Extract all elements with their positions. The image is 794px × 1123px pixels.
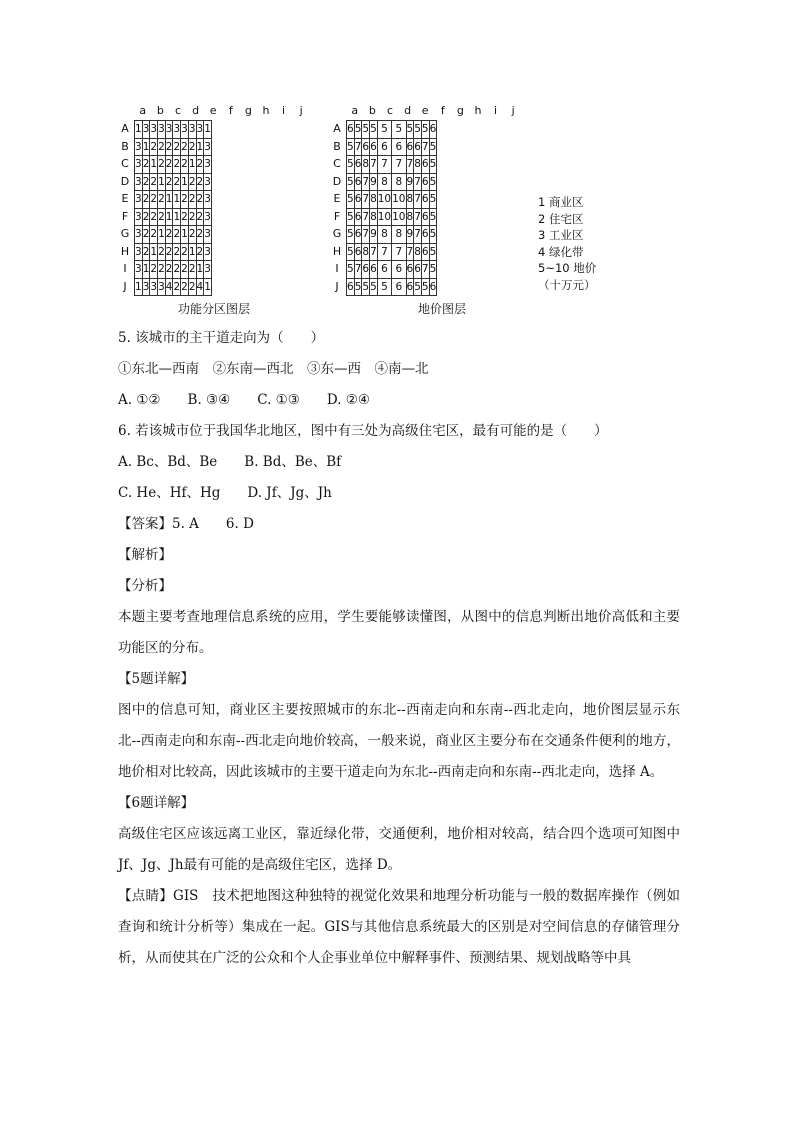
grid-cell: 6 [377, 261, 391, 279]
grid-cell: 6 [414, 138, 422, 156]
grid-cell: 7 [392, 243, 406, 261]
row-header: B [333, 139, 341, 153]
grid-cell: 3 [204, 243, 212, 261]
grid-cell: 2 [158, 156, 166, 174]
grid-cell: 6 [354, 208, 362, 226]
grid-cell: 8 [370, 208, 378, 226]
grid-cell: 6 [347, 121, 355, 139]
grid-cell: 1 [188, 156, 196, 174]
grid-cell: 7 [370, 156, 378, 174]
legend-item: 4 绿化带 [538, 244, 584, 259]
grid-cell: 7 [414, 173, 422, 191]
gis-figure [118, 104, 598, 318]
column-header: a [139, 104, 147, 117]
grid-cell: 1 [173, 191, 181, 209]
grid-cell: 6 [429, 278, 437, 296]
grid-cell: 2 [165, 261, 173, 279]
column-headers [346, 104, 522, 117]
grid-cell: 5 [429, 226, 437, 244]
function-zone-grid [134, 120, 212, 296]
row-header: H [120, 244, 130, 258]
grid-cell: 4 [196, 278, 204, 296]
grid-cell: 2 [150, 173, 158, 191]
question-5: 5. 该城市的主干道走向为（ ） [118, 330, 325, 346]
caption-land-price: 地价图层 [418, 302, 467, 316]
grid-row [347, 208, 437, 226]
column-headers [134, 104, 310, 117]
row-header: B [121, 139, 129, 153]
grid-cell: 1 [181, 173, 189, 191]
grid-cell: 6 [347, 278, 355, 296]
row-header: A [121, 122, 129, 135]
grid-cell: 8 [406, 208, 414, 226]
caption-function-zone: 功能分区图层 [178, 302, 251, 316]
legend-item: 3 工业区 [538, 228, 584, 242]
grid-cell: 1 [158, 173, 166, 191]
key-point-text: 【点睛】GIS 技术把地图这种独特的视觉化效果和地理分析功能与一般的数据库操作（例如查询和统计分析等）集成在一起。GIS与其他信息系统最大的区别是对空间信息的存储管理分析，从而使其在广泛的公众和个人企事业单位中解释事件、预测结果、规划战略等中具 [118, 888, 680, 966]
grid-cell: 2 [150, 261, 158, 279]
row-header: G [332, 227, 342, 240]
grid-cell: 5 [429, 208, 437, 226]
grid-cell: 3 [142, 278, 150, 296]
grid-cell: 10 [377, 208, 391, 226]
analysis-title: 【解析】 [118, 547, 172, 563]
grid-cell: 2 [165, 226, 173, 244]
grid-cell: 3 [142, 121, 150, 139]
grid-cell: 2 [142, 208, 150, 226]
grid-cell: 2 [158, 208, 166, 226]
grid-cell: 8 [406, 191, 414, 209]
column-header: a [351, 104, 359, 117]
grid-cell: 3 [204, 138, 212, 156]
grid-cell: 7 [362, 226, 370, 244]
column-header: j [511, 104, 515, 117]
grid-cell: 7 [421, 138, 429, 156]
grid-cell: 1 [135, 278, 143, 296]
grid-cell: 5 [377, 121, 391, 139]
grid-cell: 5 [347, 191, 355, 209]
grid-cell: 2 [173, 156, 181, 174]
row-header: H [332, 244, 342, 258]
grid-cell: 2 [173, 243, 181, 261]
grid-row [135, 138, 212, 156]
grid-cell: 9 [370, 173, 378, 191]
legend-item: （十万元） [538, 277, 596, 292]
grid-cell: 5 [429, 156, 437, 174]
row-header: A [333, 122, 341, 135]
row-header: E [121, 192, 129, 205]
grid-cell: 1 [196, 261, 204, 279]
grid-cell: 2 [181, 138, 189, 156]
grid-cell: 5 [406, 121, 414, 139]
grid-cell: 3 [204, 173, 212, 191]
grid-row [347, 121, 437, 139]
grid-cell: 8 [370, 191, 378, 209]
grid-cell: 1 [150, 243, 158, 261]
grid-cell: 7 [414, 191, 422, 209]
grid-cell: 8 [362, 156, 370, 174]
column-header: j [299, 104, 303, 117]
grid-cell: 5 [347, 261, 355, 279]
grid-cell: 1 [204, 121, 212, 139]
grid-cell: 5 [421, 121, 429, 139]
grid-cell: 2 [196, 208, 204, 226]
grid-cell: 2 [181, 243, 189, 261]
grid-cell: 5 [429, 243, 437, 261]
grid-cell: 3 [158, 278, 166, 296]
grid-cell: 6 [421, 208, 429, 226]
grid-cell: 6 [392, 261, 406, 279]
column-header: d [404, 104, 412, 117]
grid-cell: 8 [392, 226, 406, 244]
column-header: e [209, 104, 217, 117]
grid-cell: 2 [188, 208, 196, 226]
grid-cell: 7 [414, 226, 422, 244]
question-6-choices-cd: C. He、Hf、Hg D. Jf、Jg、Jh [118, 485, 332, 501]
question-5-options: ①东北—西南 ②东南—西北 ③东—西 ④南—北 [118, 361, 429, 377]
legend [538, 194, 596, 293]
grid-cell: 2 [142, 156, 150, 174]
grid-row [347, 278, 437, 296]
grid-cell: 6 [354, 191, 362, 209]
grid-cell: 8 [377, 173, 391, 191]
row-header: J [335, 279, 339, 293]
grid-cell: 3 [135, 191, 143, 209]
grid-cell: 2 [158, 243, 166, 261]
grid-cell: 3 [135, 261, 143, 279]
question-block [118, 323, 680, 974]
grid-cell: 5 [347, 138, 355, 156]
grid-cell: 2 [165, 156, 173, 174]
grid-cell: 3 [196, 121, 204, 139]
q6-detail-title: 【6题详解】 [118, 795, 195, 811]
column-header: h [262, 104, 270, 117]
grid-cell: 3 [165, 121, 173, 139]
grid-cell: 1 [204, 278, 212, 296]
grid-cell: 7 [392, 156, 406, 174]
row-headers [118, 120, 132, 295]
grid-cell: 2 [150, 208, 158, 226]
grid-cell: 3 [158, 121, 166, 139]
grid-cell: 3 [150, 121, 158, 139]
grid-cell: 6 [377, 138, 391, 156]
grid-cell: 1 [165, 208, 173, 226]
land-price-grid [346, 120, 437, 296]
grid-cell: 5 [354, 278, 362, 296]
legend-item: 5~10 地价 [538, 261, 597, 275]
grid-cell: 5 [429, 191, 437, 209]
grid-cell: 5 [421, 278, 429, 296]
grid-row [135, 121, 212, 139]
grid-row [135, 226, 212, 244]
grid-cell: 1 [142, 138, 150, 156]
grid-cell: 5 [347, 208, 355, 226]
grid-cell: 3 [135, 156, 143, 174]
grid-cell: 3 [135, 138, 143, 156]
grid-cell: 2 [165, 173, 173, 191]
grid-cell: 3 [188, 121, 196, 139]
analysis-sub-title: 【分析】 [118, 578, 172, 594]
row-header: F [333, 209, 341, 223]
question-5-choices: A. ①② B. ③④ C. ①③ D. ②④ [118, 392, 371, 408]
grid-cell: 2 [181, 208, 189, 226]
grid-row [135, 243, 212, 261]
column-header: f [440, 104, 445, 117]
grid-cell: 1 [158, 226, 166, 244]
grid-cell: 7 [414, 208, 422, 226]
row-header: E [333, 192, 341, 205]
row-header: C [121, 157, 129, 170]
grid-cell: 1 [188, 243, 196, 261]
grid-cell: 1 [142, 261, 150, 279]
grid-cell: 7 [421, 261, 429, 279]
grid-row [135, 278, 212, 296]
grid-cell: 5 [362, 121, 370, 139]
grid-cell: 2 [150, 138, 158, 156]
grid-cell: 2 [188, 173, 196, 191]
grid-cell: 5 [414, 278, 422, 296]
grid-cell: 2 [158, 261, 166, 279]
grid-cell: 3 [204, 208, 212, 226]
grid-cell: 8 [377, 226, 391, 244]
column-header: e [421, 104, 429, 117]
grid-cell: 3 [173, 121, 181, 139]
row-header: D [120, 174, 130, 188]
legend-item: 2 住宅区 [538, 211, 584, 226]
grid-cell: 6 [362, 138, 370, 156]
grid-cell: 3 [204, 226, 212, 244]
grid-cell: 3 [204, 191, 212, 209]
grid-cell: 5 [429, 173, 437, 191]
grid-cell: 6 [392, 138, 406, 156]
grid-cell: 4 [165, 278, 173, 296]
column-header: d [192, 104, 200, 117]
grid-cell: 8 [414, 243, 422, 261]
grid-row [347, 226, 437, 244]
grid-cell: 6 [429, 121, 437, 139]
grid-cell: 3 [135, 173, 143, 191]
grid-row [347, 156, 437, 174]
grid-cell: 6 [406, 261, 414, 279]
grid-cell: 5 [354, 121, 362, 139]
question-6-choices-ab: A. Bc、Bd、Be B. Bd、Be、Bf [118, 454, 342, 470]
grid-cell: 6 [362, 261, 370, 279]
grid-row [347, 191, 437, 209]
grid-cell: 5 [362, 278, 370, 296]
column-header: c [386, 104, 394, 117]
grid-cell: 5 [429, 138, 437, 156]
grid-cell: 1 [165, 191, 173, 209]
grid-cell: 2 [188, 191, 196, 209]
q5-detail-text: 图中的信息可知，商业区主要按照城市的东北--西南走向和东南--西北走向，地价图层显示东北--西南走向和东南--西北走向地价较高，一般来说，商业区主要分布在交通条件便利的地方，地价相对比较高，因此该城市的主要干道走向为东北--西南走向和东南--西北走向，选择 A。 [118, 702, 680, 780]
row-header: D [332, 174, 342, 188]
grid-cell: 2 [181, 278, 189, 296]
column-header: b [156, 104, 164, 117]
grid-cell: 2 [173, 226, 181, 244]
grid-cell: 3 [150, 278, 158, 296]
grid-cell: 2 [188, 261, 196, 279]
grid-cell: 7 [406, 243, 414, 261]
analysis-text: 本题主要考查地理信息系统的应用，学生要能够读懂图，从图中的信息判断出地价高低和主要功能区的分布。 [118, 609, 680, 656]
grid-cell: 2 [142, 226, 150, 244]
column-header: i [494, 104, 498, 117]
grid-cell: 10 [392, 208, 406, 226]
grid-cell: 5 [347, 156, 355, 174]
column-header: c [174, 104, 182, 117]
grid-cell: 6 [421, 243, 429, 261]
grid-cell: 6 [406, 278, 414, 296]
row-header: F [121, 209, 129, 223]
grid-cell: 1 [196, 138, 204, 156]
grid-cell: 1 [150, 156, 158, 174]
grid-row [347, 243, 437, 261]
grid-cell: 5 [429, 261, 437, 279]
grid-cell: 6 [421, 156, 429, 174]
grid-cell: 6 [354, 226, 362, 244]
grid-row [135, 173, 212, 191]
grid-cell: 8 [362, 243, 370, 261]
grid-cell: 6 [354, 243, 362, 261]
row-header: I [123, 262, 127, 275]
q5-detail-title: 【5题详解】 [118, 671, 195, 687]
grid-cell: 7 [362, 208, 370, 226]
grid-cell: 6 [421, 191, 429, 209]
grid-cell: 3 [135, 243, 143, 261]
grid-cell: 1 [173, 208, 181, 226]
grid-cell: 5 [347, 243, 355, 261]
question-6: 6. 若该城市位于我国华北地区，图中有三处为高级住宅区，最有可能的是（ ） [118, 423, 608, 439]
grid-cell: 8 [414, 156, 422, 174]
grid-row [347, 138, 437, 156]
grid-cell: 6 [370, 261, 378, 279]
grid-cell: 2 [173, 261, 181, 279]
row-headers [330, 120, 344, 295]
column-header: g [244, 104, 252, 117]
grid-cell: 7 [377, 243, 391, 261]
grid-cell: 2 [173, 173, 181, 191]
grid-cell: 3 [204, 156, 212, 174]
grid-cell: 7 [362, 191, 370, 209]
grid-cell: 9 [406, 226, 414, 244]
grid-cell: 2 [181, 191, 189, 209]
grid-row [135, 208, 212, 226]
grid-cell: 2 [173, 278, 181, 296]
row-header: G [120, 227, 130, 240]
grid-cell: 2 [196, 226, 204, 244]
grid-cell: 5 [377, 278, 391, 296]
grid-cell: 5 [392, 121, 406, 139]
row-header: I [335, 262, 339, 275]
grid-cell: 3 [135, 208, 143, 226]
grid-cell: 3 [135, 226, 143, 244]
column-header: f [228, 104, 233, 117]
grid-cell: 7 [377, 156, 391, 174]
grid-cell: 6 [370, 138, 378, 156]
grid-cell: 5 [347, 173, 355, 191]
grid-cell: 2 [181, 156, 189, 174]
row-header: C [333, 157, 341, 170]
grid-cell: 2 [181, 261, 189, 279]
grid-row [135, 261, 212, 279]
grid-cell: 6 [392, 278, 406, 296]
grid-cell: 2 [196, 191, 204, 209]
grid-cell: 10 [392, 191, 406, 209]
grid-cell: 7 [354, 261, 362, 279]
column-header: b [368, 104, 376, 117]
grid-cell: 3 [181, 121, 189, 139]
grid-cell: 2 [188, 138, 196, 156]
grid-cell: 2 [142, 191, 150, 209]
grid-cell: 2 [188, 226, 196, 244]
grid-cell: 8 [392, 173, 406, 191]
grid-cell: 2 [188, 278, 196, 296]
grid-cell: 6 [354, 173, 362, 191]
column-header: i [282, 104, 286, 117]
grid-cell: 5 [370, 121, 378, 139]
grid-cell: 2 [158, 138, 166, 156]
grid-cell: 2 [196, 156, 204, 174]
grid-cell: 10 [377, 191, 391, 209]
grid-cell: 3 [204, 261, 212, 279]
grid-row [135, 191, 212, 209]
grid-row [135, 156, 212, 174]
grid-cell: 6 [414, 261, 422, 279]
grid-cell: 6 [354, 156, 362, 174]
grid-row [347, 173, 437, 191]
column-header: g [456, 104, 464, 117]
grid-cell: 6 [406, 138, 414, 156]
grid-cell: 9 [370, 226, 378, 244]
grid-cell: 1 [181, 226, 189, 244]
grid-cell: 7 [406, 156, 414, 174]
answer: 【答案】5. A 6. D [118, 516, 254, 532]
grid-cell: 5 [414, 121, 422, 139]
grid-cell: 2 [142, 243, 150, 261]
q6-detail-text: 高级住宅区应该远离工业区，靠近绿化带，交通便利，地价相对较高，结合四个选项可知图中 Jf、Jg、Jh最有可能的是高级住宅区，选择 D。 [118, 826, 680, 873]
grid-cell: 2 [165, 138, 173, 156]
grid-row [347, 261, 437, 279]
grid-cell: 2 [158, 191, 166, 209]
grid-cell: 7 [354, 138, 362, 156]
grid-cell: 6 [421, 226, 429, 244]
grid-cell: 1 [135, 121, 143, 139]
grid-cell: 2 [142, 173, 150, 191]
grid-cell: 7 [362, 173, 370, 191]
grid-cell: 5 [370, 278, 378, 296]
grid-cell: 9 [406, 173, 414, 191]
grid-cell: 6 [421, 173, 429, 191]
grid-cell: 2 [196, 243, 204, 261]
grid-cell: 2 [165, 243, 173, 261]
column-header: h [474, 104, 482, 117]
grid-cell: 5 [347, 226, 355, 244]
row-header: J [123, 279, 127, 293]
grid-cell: 2 [150, 226, 158, 244]
legend-item: 1 商业区 [538, 195, 584, 209]
grid-cell: 7 [370, 243, 378, 261]
grid-cell: 2 [150, 191, 158, 209]
grid-cell: 2 [173, 138, 181, 156]
grid-cell: 2 [196, 173, 204, 191]
